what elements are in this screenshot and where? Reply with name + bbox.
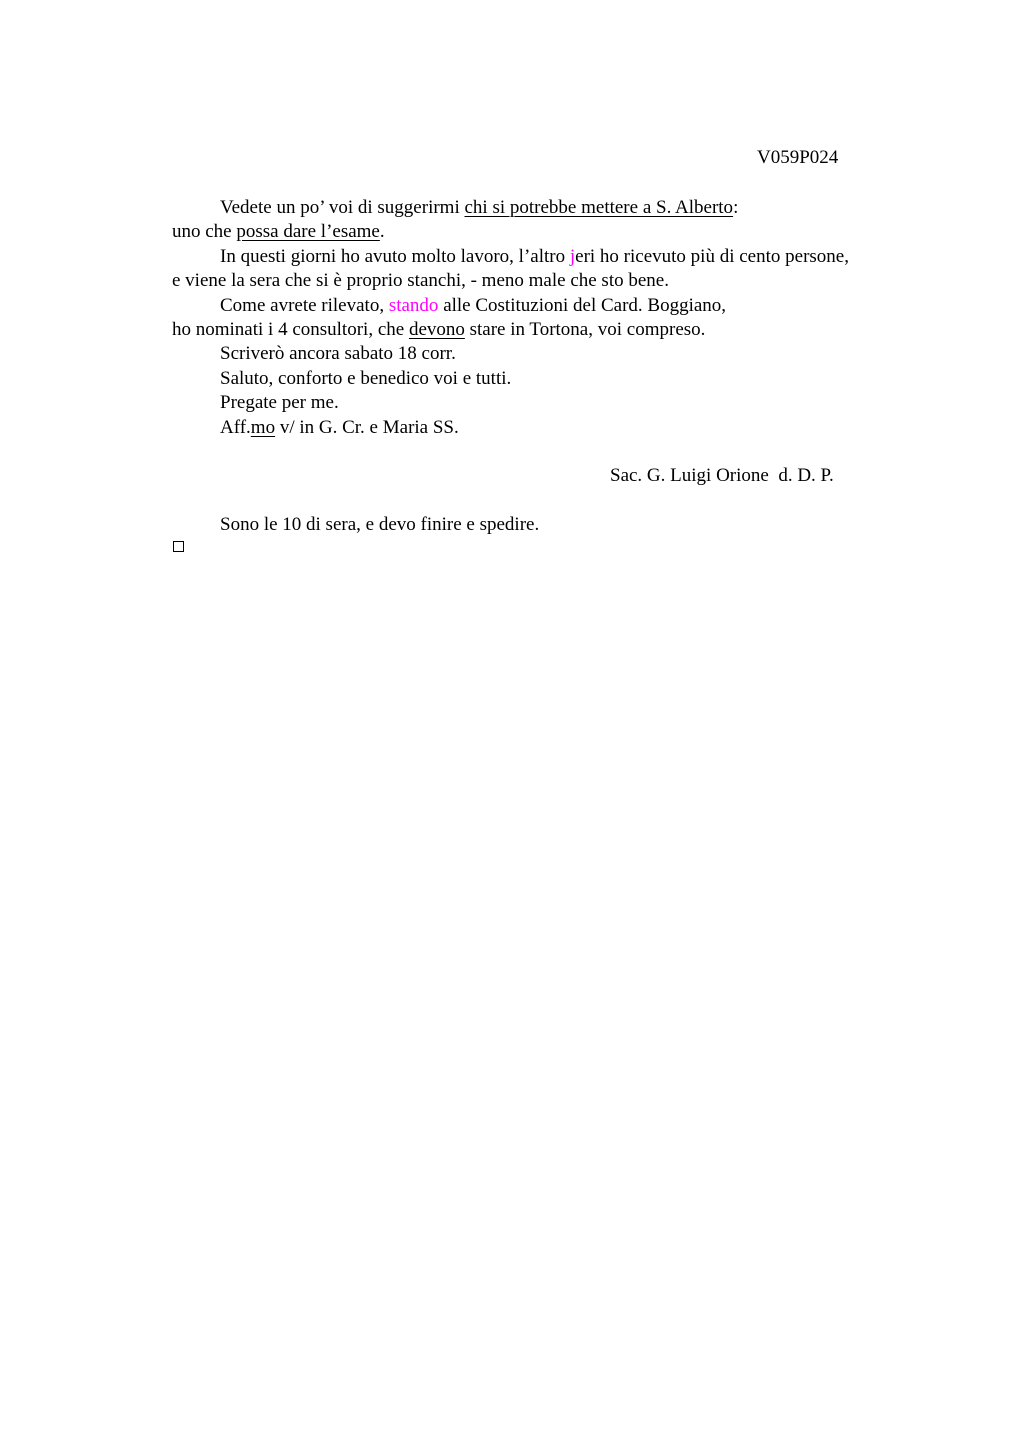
letter-line <box>172 367 932 391</box>
highlighted-text: j <box>569 245 576 267</box>
letter-line <box>172 294 932 318</box>
letter-line <box>172 342 932 366</box>
text-segment: v/ in G. Cr. e Maria SS. <box>275 416 459 438</box>
letter-line <box>172 318 932 342</box>
text-segment: ho nominati i 4 consultori, che <box>172 318 409 340</box>
underlined-text: mo <box>250 416 276 438</box>
postscript: Sono le 10 di sera, e devo finire e spedire. <box>220 514 540 535</box>
text-segment: e viene la sera che si è proprio stanchi, - meno male che sto bene. <box>172 270 669 292</box>
underlined-text: chi si potrebbe mettere a S. Alberto <box>464 197 734 218</box>
page-id: V059P024 <box>757 147 839 168</box>
text-segment: Aff. <box>220 416 251 438</box>
letter-line <box>172 196 932 220</box>
text-segment: Scriverò ancora sabato 18 corr. <box>220 343 456 365</box>
text-segment: alle Costituzioni del Card. Boggiano, <box>438 294 727 316</box>
text-segment: stare in Tortona, voi compreso. <box>464 318 706 340</box>
text-segment: Pregate per me. <box>220 392 339 414</box>
text-segment: Saluto, conforto e benedico voi e tutti. <box>220 367 512 389</box>
letter-line <box>172 220 932 244</box>
underlined-text: devono <box>408 318 465 340</box>
letter-line <box>172 416 932 440</box>
text-segment: uno che <box>172 221 237 243</box>
end-marker-box-icon <box>173 541 184 552</box>
letter-body <box>172 196 932 440</box>
text-segment: : <box>733 197 739 218</box>
text-segment: . <box>379 221 385 243</box>
letter-line <box>172 391 932 415</box>
signature: Sac. G. Luigi Orione d. D. P. <box>610 465 834 486</box>
letter-line <box>172 245 932 269</box>
text-segment: eri ho ricevuto più di cento persone, <box>575 245 849 267</box>
letter-line <box>172 269 932 293</box>
text-segment: Vedete un po’ voi di suggerirmi <box>220 197 465 218</box>
text-segment: In questi giorni ho avuto molto lavoro, l’altro <box>220 245 570 267</box>
text-segment: Come avrete rilevato, <box>220 294 389 316</box>
highlighted-text: stando <box>388 294 439 316</box>
underlined-text: possa dare l’esame <box>236 221 380 243</box>
